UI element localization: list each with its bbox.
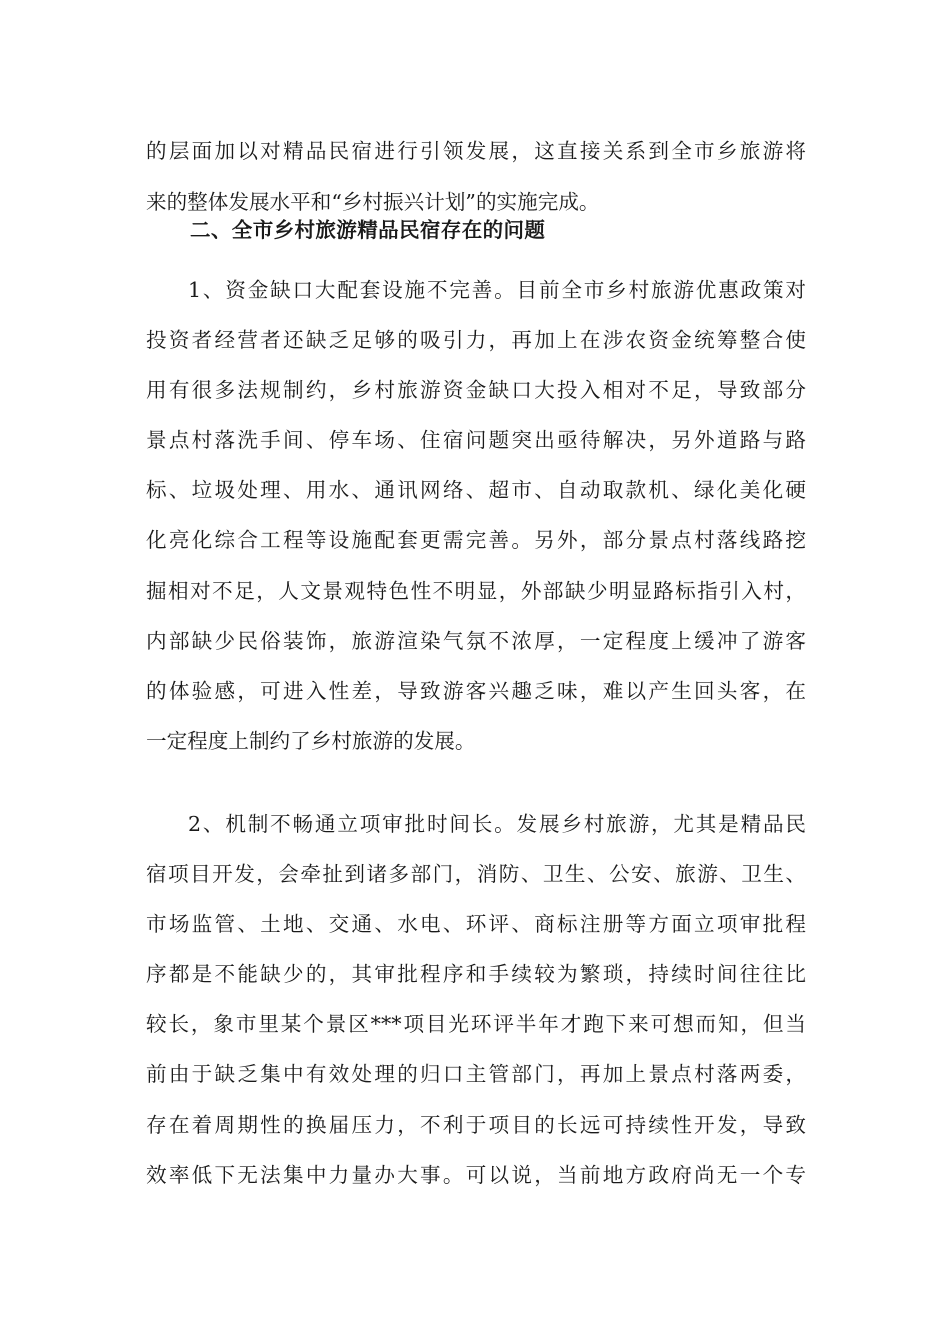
paragraph2-line-4: 序都是不能缺少的，其审批程序和手续较为繁琐，持续时间往往比 (146, 962, 806, 986)
intro-line-1: 的层面加以对精品民宿进行引领发展，这直接关系到全市乡旅游将 (146, 139, 806, 163)
paragraph1-line-1: 1、资金缺口大配套设施不完善。目前全市乡村旅游优惠政策对 (188, 278, 806, 302)
paragraph1-line-7: 掘相对不足，人文景观特色性不明显，外部缺少明显路标指引入村， (146, 579, 806, 603)
paragraph2-line-5: 较长，象市里某个景区***项目光环评半年才跑下来可想而知，但当 (146, 1012, 806, 1036)
paragraph1-line-3: 用有很多法规制约，乡村旅游资金缺口大投入相对不足，导致部分 (146, 378, 806, 402)
paragraph2-line-3: 市场监管、土地、交通、水电、环评、商标注册等方面立项审批程 (146, 912, 806, 936)
paragraph1-line-2: 投资者经营者还缺乏足够的吸引力，再加上在涉农资金统筹整合使 (146, 328, 806, 352)
paragraph1-line-10: 一定程度上制约了乡村旅游的发展。 (146, 729, 476, 753)
paragraph1-line-4: 景点村落洗手间、停车场、住宿问题突出亟待解决，另外道路与路 (146, 428, 806, 452)
section-heading: 二、全市乡村旅游精品民宿存在的问题 (190, 218, 546, 242)
paragraph2-line-2: 宿项目开发，会牵扯到诸多部门，消防、卫生、公安、旅游、卫生、 (146, 862, 806, 886)
paragraph2-line-1: 2、机制不畅通立项审批时间长。发展乡村旅游，尤其是精品民 (188, 812, 806, 836)
intro-line-2: 来的整体发展水平和“乡村振兴计划”的实施完成。 (146, 190, 600, 214)
paragraph1-line-8: 内部缺少民俗装饰，旅游渲染气氛不浓厚，一定程度上缓冲了游客 (146, 629, 806, 653)
paragraph2-line-7: 存在着周期性的换届压力，不利于项目的长远可持续性开发，导致 (146, 1113, 806, 1137)
paragraph1-line-9: 的体验感，可进入性差，导致游客兴趣乏味，难以产生回头客，在 (146, 679, 806, 703)
paragraph1-line-5: 标、垃圾处理、用水、通讯网络、超市、自动取款机、绿化美化硬 (146, 478, 806, 502)
paragraph1-line-6: 化亮化综合工程等设施配套更需完善。另外，部分景点村落线路挖 (146, 528, 806, 552)
paragraph2-line-6: 前由于缺乏集中有效处理的归口主管部门，再加上景点村落两委， (146, 1062, 806, 1086)
paragraph2-line-8: 效率低下无法集中力量办大事。可以说，当前地方政府尚无一个专 (146, 1163, 806, 1187)
